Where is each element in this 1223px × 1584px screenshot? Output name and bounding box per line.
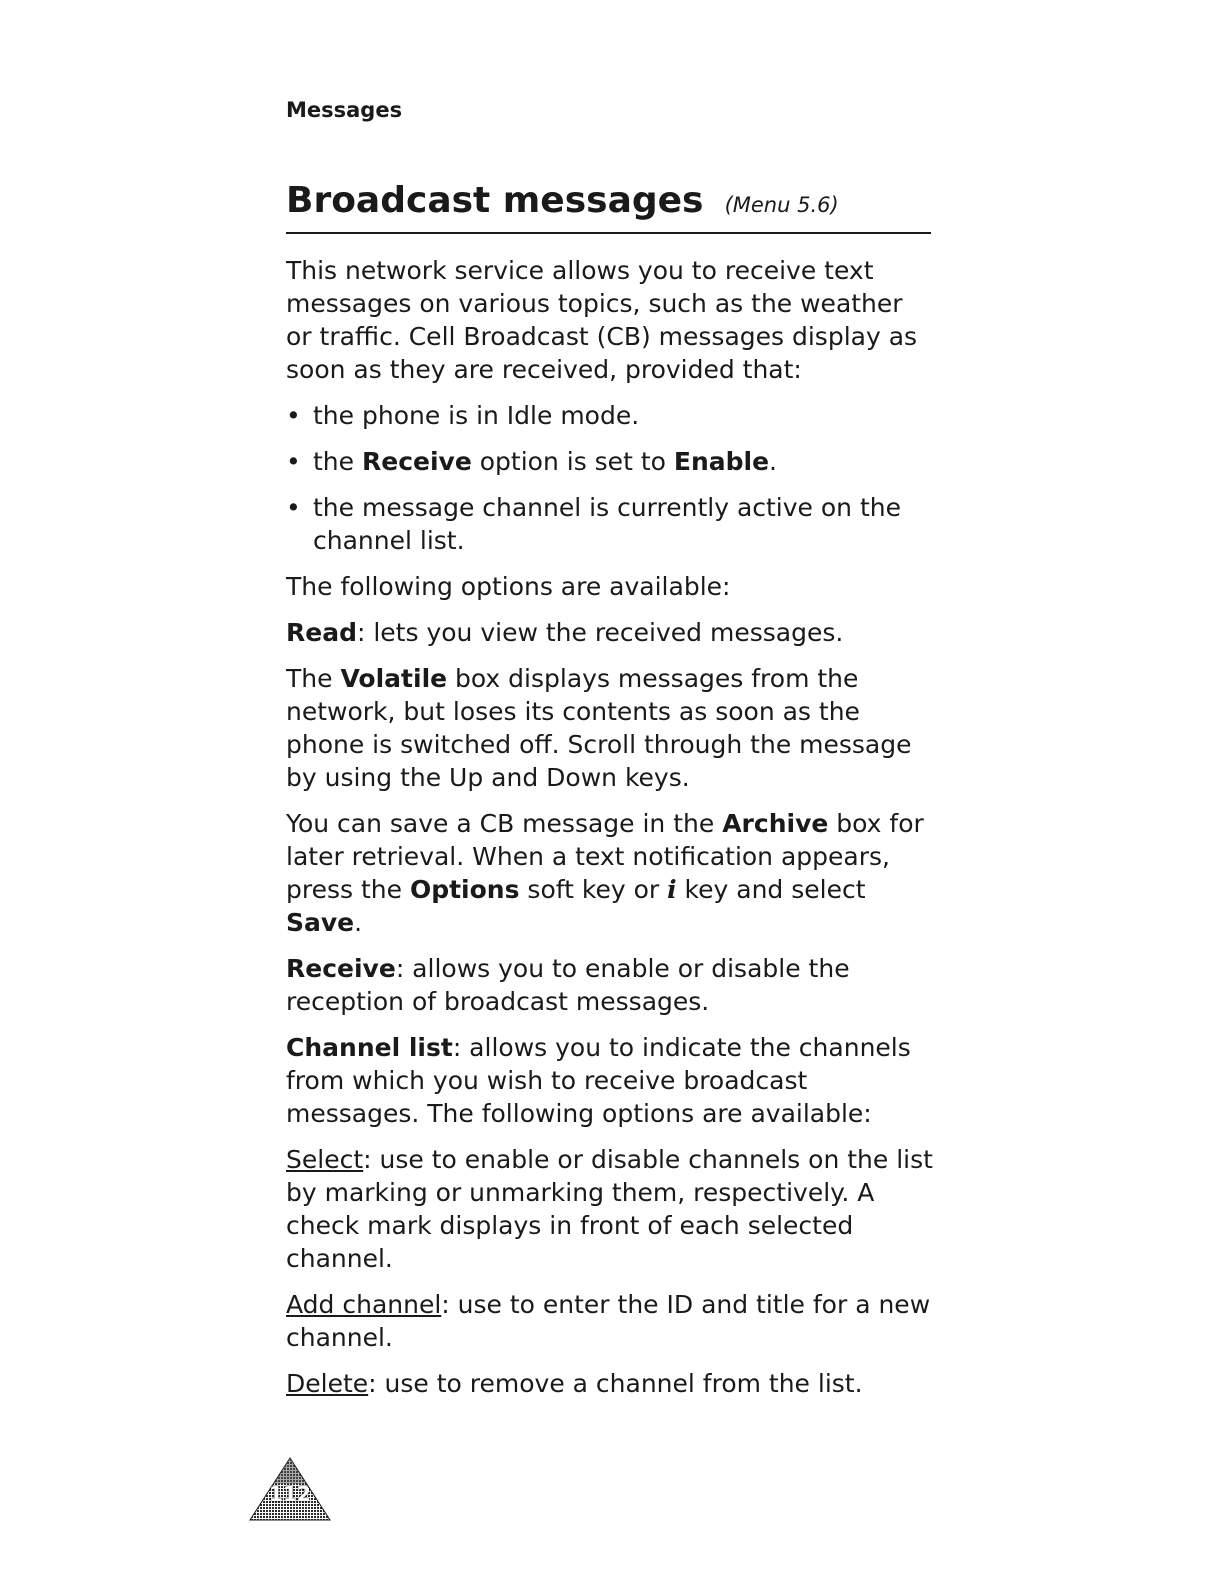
suboption-select [286, 1143, 936, 1275]
conditions-list [286, 399, 936, 557]
option-receive [286, 952, 936, 1018]
add-channel-description: : use to enter the ID and title for a new channel. [286, 1290, 931, 1352]
receive-term: Receive [361, 447, 472, 476]
bullet-text: the [313, 447, 362, 476]
archive-mid: box for later retrieval. When a text notification appears, press the [286, 809, 924, 904]
condition-channel-active: • the message channel is currently active on the channel list. [286, 491, 936, 557]
page-title: Broadcast messages [286, 180, 704, 221]
archive-pre: You can save a CB message in the [286, 809, 723, 838]
receive-option-term: Receive [286, 954, 396, 983]
receive-description: : allows you to enable or disable the reception of broadcast messages. [286, 954, 850, 1016]
volatile-description: box displays messages from the network, but loses its contents as soon as the phone is switched off. Scroll through the message by using the Up and Down keys. [286, 664, 912, 792]
option-read [286, 616, 936, 649]
delete-description: : use to remove a channel from the list. [368, 1369, 863, 1398]
channel-list-description: : allows you to indicate the channels from which you wish to receive broadcast messages. The following options are available: [286, 1033, 911, 1128]
suboption-add-channel [286, 1288, 936, 1354]
save-term: Save [286, 908, 355, 937]
intro-paragraph: This network service allows you to receive text messages on various topics, such as the weather or traffic. Cell Broadcast (CB) messages display as soon as they are received, provided that: [286, 256, 918, 384]
channel-list-term: Channel list [286, 1033, 453, 1062]
archive-term: Archive [722, 809, 829, 838]
condition-receive-enabled [286, 445, 936, 478]
read-description: : lets you view the received messages. [356, 618, 844, 647]
read-term: Read [286, 618, 357, 647]
volatile-term: Volatile [340, 664, 448, 693]
options-term: Options [409, 875, 520, 904]
delete-term: Delete [286, 1369, 369, 1398]
page-number: 112 [269, 1482, 311, 1506]
condition-idle: • the phone is in Idle mode. [286, 399, 936, 432]
archive-mid3: key and select [676, 875, 866, 904]
add-channel-term: Add channel [286, 1290, 442, 1319]
archive-post: . [354, 908, 363, 937]
volatile-pre: The [286, 664, 341, 693]
body-content [286, 254, 936, 1413]
suboption-delete [286, 1367, 936, 1400]
options-intro: The following options are available: [286, 572, 731, 601]
archive-paragraph [286, 807, 936, 939]
enable-term: Enable [673, 447, 770, 476]
menu-reference: (Menu 5.6) [724, 193, 839, 217]
i-key-icon: i [667, 875, 677, 904]
select-description: : use to enable or disable channels on the list by marking or unmarking them, respectively. A check mark displays in front of each selected channel. [286, 1145, 933, 1273]
option-channel-list [286, 1031, 936, 1130]
page-title-row [286, 180, 931, 234]
archive-mid2: soft key or [519, 875, 668, 904]
bullet-text: . [769, 447, 777, 476]
page-number-badge [248, 1456, 332, 1522]
select-term: Select [286, 1145, 364, 1174]
section-label: Messages [286, 98, 403, 122]
volatile-paragraph [286, 662, 936, 794]
bullet-text: option is set to [471, 447, 674, 476]
